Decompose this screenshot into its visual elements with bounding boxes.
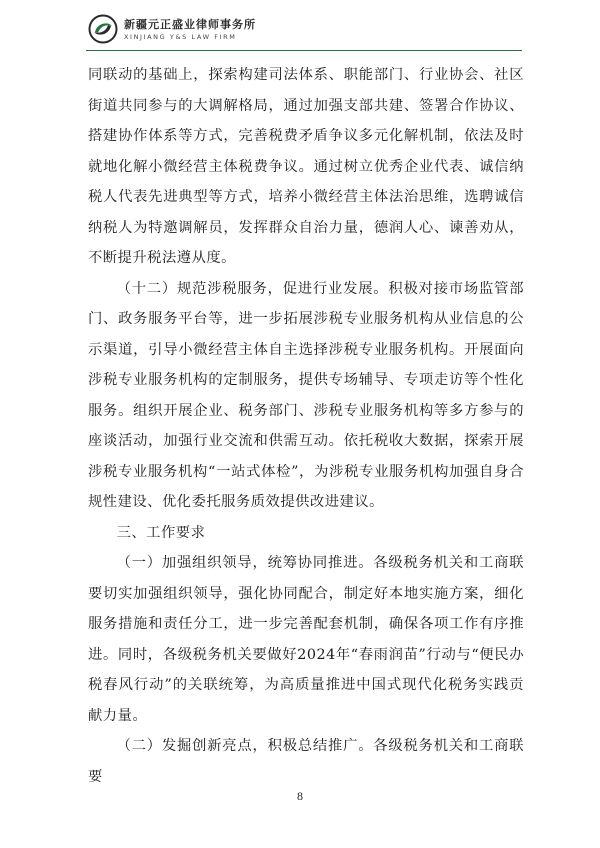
body-paragraph: （十二）规范涉税服务，促进行业发展。积极对接市场监管部门、政务服务平台等，进一步拓展涉税专业服务机构从业信息的公示渠道，引导小微经营主体自主选择涉税专业服务机构。开展面向涉税专业服务机构的定制服务，提供专场辅导、专项走访等个性化服务。组织开展企业、税务部门、涉税专业服务机构等多方参与的座谈活动，加强行业交流和供需互动。依托税收大数据，探索开展涉税专业服务机构“一站式体检”，为涉税专业服务机构加强自身合规性建设、优化委托服务质效提供改进建议。 — [88, 280, 524, 510]
body-paragraph: （一）加强组织领导，统筹协同推进。各级税务机关和工商联要切实加强组织领导，强化协同配合，制定好本地实施方案，细化服务措施和责任分工，进一步完善配套机制，确保各项工作有序推进。同时，各级税务机关要做好2024年“春雨润苗”行动与“便民办税春风行动”的关联统筹，为高质量推进中国式现代化税务实践贡献力量。 — [88, 555, 524, 724]
firm-name-cn: 新疆元正盛业律师事务所 — [124, 18, 256, 31]
document-body — [88, 60, 524, 792]
firm-name-en: XINJIANG Y&S LAW FIRM — [124, 33, 237, 41]
page-number: 8 — [297, 789, 303, 803]
body-paragraph: 同联动的基础上，探索构建司法体系、职能部门、行业协会、社区街道共同参与的大调解格局，通过加强支部共建、签署合作协议、搭建协作体系等方式，完善税费矛盾争议多元化解机制，依法及时就地化解小微经营主体税费争议。通过树立优秀企业代表、诚信纳税人代表先进典型等方式，培养小微经营主体法治思维，选聘诚信纳税人为特邀调解员，发挥群众自治力量，德润人心、谏善劝从，不断提升税法遵从度。 — [88, 67, 524, 266]
law-firm-logo-icon — [88, 14, 118, 44]
section-heading: 三、工作要求 — [116, 524, 206, 541]
body-paragraph: （二）发掘创新亮点，积极总结推广。各级税务机关和工商联要 — [88, 738, 524, 785]
header-divider — [86, 50, 522, 51]
document-header — [88, 14, 508, 48]
